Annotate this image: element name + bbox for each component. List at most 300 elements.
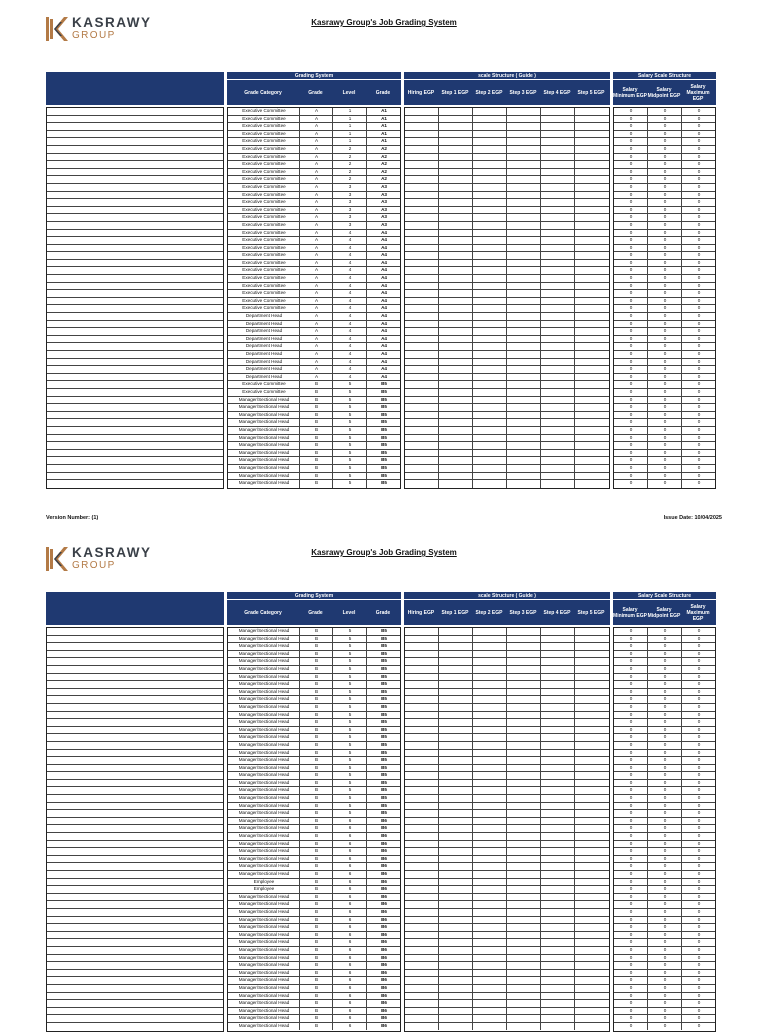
column-divider <box>438 237 439 244</box>
salary-value-cell: 0 <box>629 696 633 702</box>
grade-code-cell: A4 <box>381 335 387 341</box>
column-divider <box>438 214 439 221</box>
column-divider <box>438 727 439 734</box>
column-divider <box>438 863 439 870</box>
column-divider <box>472 666 473 673</box>
salary-value-cell: 0 <box>629 214 633 220</box>
table-row <box>47 366 223 374</box>
column-divider <box>438 1008 439 1015</box>
table-row <box>228 154 400 162</box>
salary-value-cell: 0 <box>663 855 667 861</box>
grade-code-cell: A2 <box>381 176 387 182</box>
grade-category-cell: Manager/Sectional Head <box>238 1022 290 1028</box>
table-row <box>228 404 400 412</box>
column-divider <box>438 856 439 863</box>
issue-date: Issue Date: 10/04/2025 <box>663 515 722 521</box>
grade-cell: B <box>314 901 319 907</box>
table-row <box>405 359 609 367</box>
table-row <box>614 955 715 963</box>
column-divider <box>574 825 575 832</box>
grade-cell: B <box>314 863 319 869</box>
grade-code-cell: B6 <box>381 969 387 975</box>
table-row <box>228 932 400 940</box>
salary-value-cell: 0 <box>663 954 667 960</box>
grade-category-cell: Department Head <box>245 320 283 326</box>
salary-value-cell: 0 <box>663 426 667 432</box>
column-divider <box>472 977 473 984</box>
column-divider <box>574 628 575 635</box>
table-row <box>405 442 609 450</box>
grade-category-cell: Executive Committee <box>242 282 286 288</box>
column-divider <box>506 381 507 388</box>
table-row <box>228 727 400 735</box>
grade-cell: A <box>314 108 319 113</box>
grade-cell: A <box>314 199 319 205</box>
table-row <box>405 886 609 894</box>
salary-value-cell: 0 <box>629 893 633 899</box>
grade-code-cell: B5 <box>381 635 387 641</box>
column-divider <box>472 636 473 643</box>
column-divider <box>574 696 575 703</box>
table-row <box>405 742 609 750</box>
level-cell: 6 <box>348 977 352 983</box>
column-divider <box>472 833 473 840</box>
column-divider <box>574 473 575 480</box>
level-cell: 5 <box>348 810 352 816</box>
salary-value-cell: 0 <box>629 411 633 417</box>
table-row <box>228 795 400 803</box>
grade-code-cell: A1 <box>381 130 387 136</box>
column-divider <box>472 199 473 206</box>
table-row <box>228 833 400 841</box>
table-row <box>405 932 609 940</box>
level-cell: 6 <box>348 924 352 930</box>
salary-value-cell: 0 <box>697 734 701 740</box>
level-cell: 5 <box>348 787 352 793</box>
column-divider <box>438 750 439 757</box>
grade-cell: B <box>314 1015 319 1021</box>
column-divider <box>574 1008 575 1015</box>
salary-value-cell: 0 <box>629 795 633 801</box>
grade-code-cell: B5 <box>381 658 387 664</box>
table-row <box>405 465 609 473</box>
salary-value-cell: 0 <box>697 176 701 182</box>
table-row <box>47 131 223 139</box>
column-divider <box>574 214 575 221</box>
table-row <box>47 435 223 443</box>
grade-category-cell: Manager/Sectional Head <box>238 757 290 763</box>
level-cell: 3 <box>348 206 352 212</box>
column-divider <box>506 230 507 237</box>
grade-cell: B <box>314 643 319 649</box>
grade-cell: B <box>314 954 319 960</box>
table-row <box>614 412 715 420</box>
grade-cell: B <box>314 749 319 755</box>
grade-cell: B <box>314 916 319 922</box>
table-row <box>47 230 223 238</box>
table-row <box>228 993 400 1001</box>
column-divider <box>506 993 507 1000</box>
grade-category-cell: Manager/Sectional Head <box>238 650 290 656</box>
column-divider <box>438 245 439 252</box>
column-divider <box>574 245 575 252</box>
column-divider <box>472 473 473 480</box>
table-row <box>228 757 400 765</box>
column-divider <box>506 442 507 449</box>
table-row <box>614 404 715 412</box>
table-header <box>227 592 401 625</box>
column-divider <box>506 427 507 434</box>
column-divider <box>472 435 473 442</box>
salary-value-cell: 0 <box>697 252 701 258</box>
salary-value-cell: 0 <box>663 673 667 679</box>
column-divider <box>506 245 507 252</box>
salary-value-cell: 0 <box>697 916 701 922</box>
table-row <box>614 901 715 909</box>
column-divider <box>540 977 541 984</box>
column-divider <box>438 894 439 901</box>
column-divider <box>438 290 439 297</box>
grade-category-cell: Employee <box>253 878 275 884</box>
table-row <box>47 666 223 674</box>
table-row <box>405 123 609 131</box>
column-divider <box>472 161 473 168</box>
salary-value-cell: 0 <box>629 267 633 273</box>
grade-cell: A <box>314 138 319 144</box>
grade-code-cell: A2 <box>381 153 387 159</box>
table-row <box>405 704 609 712</box>
column-divider <box>472 848 473 855</box>
table-row <box>228 222 400 230</box>
table-row <box>47 658 223 666</box>
grade-cell: B <box>314 635 319 641</box>
column-divider <box>438 457 439 464</box>
column-divider <box>540 970 541 977</box>
salary-value-cell: 0 <box>697 984 701 990</box>
table-row <box>614 252 715 260</box>
grade-code-cell: A4 <box>381 290 387 296</box>
salary-value-cell: 0 <box>663 711 667 717</box>
salary-value-cell: 0 <box>629 992 633 998</box>
salary-value-cell: 0 <box>629 772 633 778</box>
column-divider <box>472 108 473 115</box>
level-cell: 5 <box>348 734 352 740</box>
column-header: Salary Midpoint EGP <box>647 86 681 99</box>
column-divider <box>472 1008 473 1015</box>
column-divider <box>438 1000 439 1007</box>
column-divider <box>540 833 541 840</box>
table-row <box>228 252 400 260</box>
grade-category-cell: Manager/Sectional Head <box>238 810 290 816</box>
table-row <box>228 435 400 443</box>
table-row <box>47 321 223 329</box>
column-divider <box>472 450 473 457</box>
column-divider <box>506 435 507 442</box>
table-row <box>614 473 715 481</box>
table-row <box>614 222 715 230</box>
column-divider <box>438 871 439 878</box>
table-row <box>614 283 715 291</box>
column-divider <box>506 473 507 480</box>
table-row <box>47 313 223 321</box>
grade-cell: A <box>314 145 319 151</box>
column-divider <box>438 230 439 237</box>
column-divider <box>574 131 575 138</box>
salary-value-cell: 0 <box>663 924 667 930</box>
level-cell: 3 <box>348 191 352 197</box>
level-cell: 6 <box>348 992 352 998</box>
column-divider <box>472 381 473 388</box>
table-row <box>614 381 715 389</box>
level-cell: 5 <box>348 757 352 763</box>
column-divider <box>574 161 575 168</box>
grade-code-cell: B6 <box>381 1007 387 1013</box>
salary-value-cell: 0 <box>697 825 701 831</box>
salary-value-cell: 0 <box>663 237 667 243</box>
grade-category-cell: Executive Committee <box>242 252 286 258</box>
column-header: Salary Maximum EGP <box>686 83 710 102</box>
table-row <box>228 230 400 238</box>
column-divider <box>540 750 541 757</box>
grade-category-cell: Manager/Sectional Head <box>238 426 290 432</box>
salary-value-cell: 0 <box>629 480 633 486</box>
column-divider <box>574 681 575 688</box>
table-row <box>614 658 715 666</box>
column-divider <box>506 962 507 969</box>
column-divider <box>472 389 473 396</box>
table-row <box>47 970 223 978</box>
table-row <box>614 848 715 856</box>
column-divider <box>438 955 439 962</box>
column-divider <box>438 336 439 343</box>
grade-category-cell: Manager/Sectional Head <box>238 472 290 478</box>
table-row <box>228 977 400 985</box>
table-row <box>405 108 609 116</box>
table-row <box>47 825 223 833</box>
column-divider <box>506 719 507 726</box>
column-header: Salary Midpoint EGP <box>647 606 681 619</box>
grade-cell: B <box>314 848 319 854</box>
salary-value-cell: 0 <box>697 328 701 334</box>
column-divider <box>472 939 473 946</box>
grade-code-cell: B5 <box>381 480 387 486</box>
table-row <box>47 389 223 397</box>
salary-value-cell: 0 <box>697 962 701 968</box>
table-row <box>614 237 715 245</box>
salary-value-cell: 0 <box>663 779 667 785</box>
grade-cell: A <box>314 153 319 159</box>
grade-cell: B <box>314 1022 319 1028</box>
table-row <box>405 207 609 215</box>
level-cell: 5 <box>348 779 352 785</box>
table-row <box>614 328 715 336</box>
table-row <box>228 894 400 902</box>
table-row <box>228 465 400 473</box>
table-row <box>228 810 400 818</box>
column-divider <box>506 351 507 358</box>
salary-value-cell: 0 <box>663 305 667 311</box>
level-cell: 6 <box>348 1007 352 1013</box>
column-divider <box>472 780 473 787</box>
salary-value-cell: 0 <box>629 275 633 281</box>
column-divider <box>506 947 507 954</box>
table-header <box>404 72 610 105</box>
column-divider <box>574 712 575 719</box>
salary-value-cell: 0 <box>629 419 633 425</box>
level-cell: 6 <box>348 840 352 846</box>
grade-code-cell: A3 <box>381 206 387 212</box>
table-row <box>228 689 400 697</box>
column-divider <box>438 146 439 153</box>
column-divider <box>506 917 507 924</box>
table-row <box>47 757 223 765</box>
column-divider <box>574 643 575 650</box>
grade-cell: B <box>314 946 319 952</box>
column-divider <box>506 757 507 764</box>
salary-value-cell: 0 <box>663 719 667 725</box>
table-row <box>228 366 400 374</box>
column-divider <box>506 765 507 772</box>
column-divider <box>540 245 541 252</box>
column-divider <box>438 222 439 229</box>
table-row <box>614 924 715 932</box>
grade-category-cell: Executive Committee <box>242 168 286 174</box>
table-row <box>614 970 715 978</box>
grade-cell: A <box>314 214 319 220</box>
table-row <box>405 419 609 427</box>
table-row <box>47 351 223 359</box>
salary-value-cell: 0 <box>663 848 667 854</box>
column-divider <box>506 856 507 863</box>
column-divider <box>506 260 507 267</box>
column-divider <box>506 909 507 916</box>
table-row <box>228 442 400 450</box>
table-row <box>405 636 609 644</box>
grade-category-cell: Manager/Sectional Head <box>238 817 290 823</box>
table-row <box>614 154 715 162</box>
column-divider <box>438 704 439 711</box>
level-cell: 5 <box>348 726 352 732</box>
column-divider <box>506 192 507 199</box>
column-divider <box>472 214 473 221</box>
grade-code-cell: B5 <box>381 757 387 763</box>
salary-value-cell: 0 <box>629 358 633 364</box>
table-body <box>613 627 716 1032</box>
grade-category-cell: Manager/Sectional Head <box>238 464 290 470</box>
column-divider <box>574 252 575 259</box>
grade-cell: B <box>314 426 319 432</box>
column-divider <box>540 841 541 848</box>
table-row <box>47 199 223 207</box>
column-divider <box>574 359 575 366</box>
grade-code-cell: B5 <box>381 772 387 778</box>
salary-value-cell: 0 <box>663 267 667 273</box>
level-cell: 5 <box>348 411 352 417</box>
salary-value-cell: 0 <box>697 153 701 159</box>
table-row <box>47 1015 223 1023</box>
table-row <box>614 719 715 727</box>
column-divider <box>472 457 473 464</box>
column-divider <box>574 787 575 794</box>
level-cell: 4 <box>348 290 352 296</box>
column-divider <box>438 993 439 1000</box>
salary-value-cell: 0 <box>697 108 701 113</box>
table-row <box>228 742 400 750</box>
salary-value-cell: 0 <box>629 855 633 861</box>
level-cell: 6 <box>348 817 352 823</box>
grade-code-cell: A4 <box>381 351 387 356</box>
column-divider <box>472 810 473 817</box>
grade-category-cell: Manager/Sectional Head <box>238 946 290 952</box>
table-row <box>405 169 609 177</box>
table-row <box>614 169 715 177</box>
salary-value-cell: 0 <box>697 650 701 656</box>
table-row <box>228 917 400 925</box>
column-header: Step 2 EGP <box>475 609 503 616</box>
grade-code-cell: B6 <box>381 825 387 831</box>
table-row <box>405 381 609 389</box>
column-divider <box>438 427 439 434</box>
column-divider <box>438 742 439 749</box>
column-divider <box>438 366 439 373</box>
salary-value-cell: 0 <box>629 871 633 876</box>
column-header: Grade <box>308 89 323 96</box>
table-row <box>47 833 223 841</box>
salary-value-cell: 0 <box>697 643 701 649</box>
table-row <box>405 351 609 359</box>
grade-category-cell: Manager/Sectional Head <box>238 863 290 869</box>
table-row <box>614 803 715 811</box>
salary-value-cell: 0 <box>663 335 667 341</box>
column-divider <box>540 404 541 411</box>
column-divider <box>540 283 541 290</box>
salary-value-cell: 0 <box>697 969 701 975</box>
salary-value-cell: 0 <box>629 115 633 121</box>
salary-value-cell: 0 <box>663 297 667 303</box>
table-row <box>614 230 715 238</box>
header-band: Grading System <box>227 72 401 80</box>
column-divider <box>472 321 473 328</box>
grade-code-cell: A4 <box>381 373 387 379</box>
grade-category-cell: Manager/Sectional Head <box>238 703 290 709</box>
grade-cell: B <box>314 817 319 823</box>
grade-category-cell: Manager/Sectional Head <box>238 658 290 664</box>
column-divider <box>574 290 575 297</box>
table-row <box>614 108 715 116</box>
salary-value-cell: 0 <box>663 810 667 816</box>
salary-value-cell: 0 <box>697 871 701 876</box>
salary-value-cell: 0 <box>697 840 701 846</box>
grade-cell: B <box>314 924 319 930</box>
salary-value-cell: 0 <box>629 764 633 770</box>
table-row <box>228 283 400 291</box>
grade-code-cell: B5 <box>381 726 387 732</box>
table-row <box>228 863 400 871</box>
column-divider <box>472 252 473 259</box>
table-row <box>614 457 715 465</box>
salary-value-cell: 0 <box>663 366 667 372</box>
column-divider <box>540 192 541 199</box>
salary-value-cell: 0 <box>629 373 633 379</box>
salary-value-cell: 0 <box>697 145 701 151</box>
grade-category-cell: Manager/Sectional Head <box>238 825 290 831</box>
salary-value-cell: 0 <box>697 977 701 983</box>
level-cell: 6 <box>348 893 352 899</box>
grade-code-cell: B5 <box>381 457 387 463</box>
table-row <box>614 389 715 397</box>
column-divider <box>472 313 473 320</box>
column-divider <box>506 886 507 893</box>
